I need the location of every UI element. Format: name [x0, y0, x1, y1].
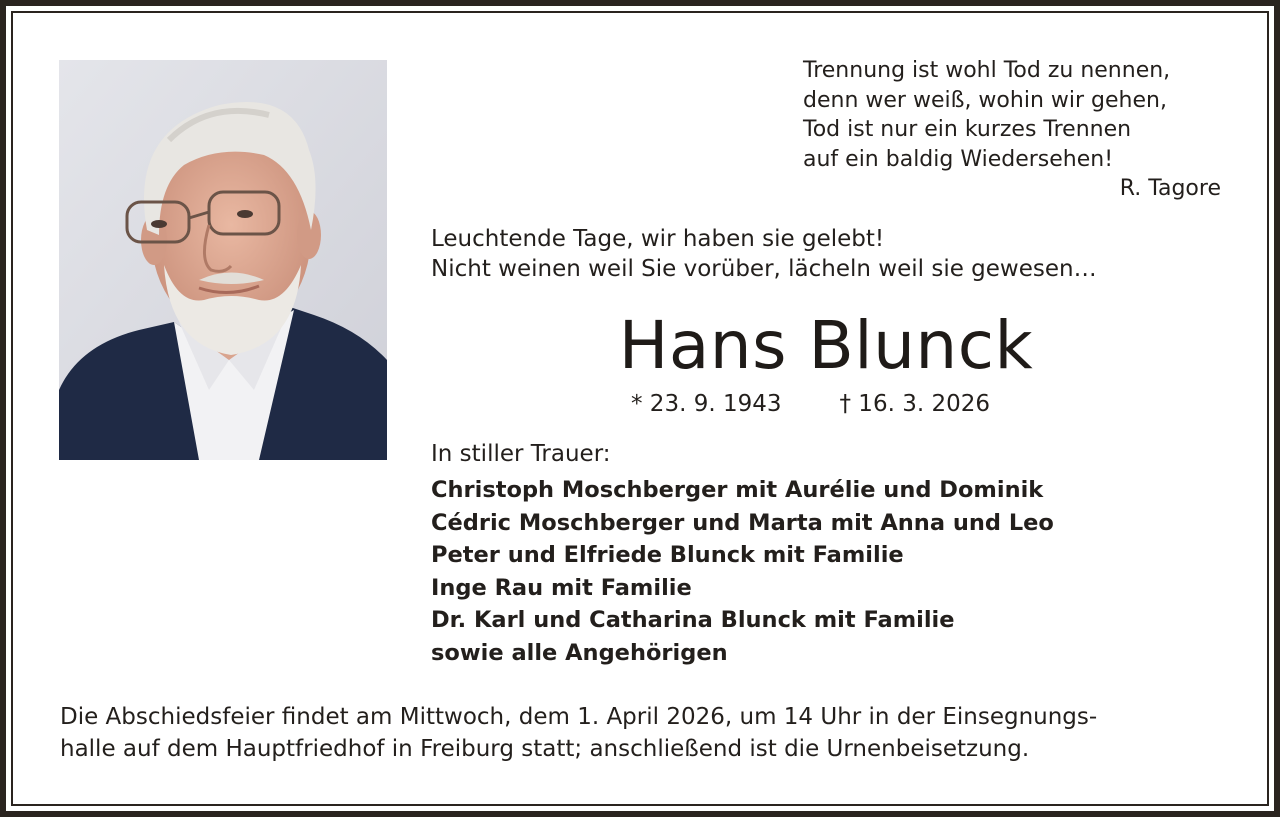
- ceremony-line: Die Abschiedsfeier findet am Mittwoch, dem 1. April 2026, um 14 Uhr in der Einsegnungs-: [60, 704, 1098, 730]
- motto-line: Nicht weinen weil Sie vorüber, lächeln weil sie gewesen…: [431, 256, 1097, 282]
- ceremony-notice: [60, 701, 1097, 765]
- mourner-line: sowie alle Angehörigen: [431, 639, 728, 666]
- mourning-label: In stiller Trauer:: [431, 441, 611, 467]
- mourner-line: Cédric Moschberger und Marta mit Anna und Leo: [431, 509, 1054, 536]
- ceremony-line: halle auf dem Hauptfriedhof in Freiburg statt; anschließend ist die Urnenbeisetzung.: [60, 736, 1030, 762]
- poem-line: auf ein baldig Wiedersehen!: [803, 146, 1114, 172]
- poem-line: denn wer weiß, wohin wir gehen,: [803, 87, 1167, 113]
- poem-line: Tod ist nur ein kurzes Trennen: [803, 117, 1132, 142]
- poem-author: R. Tagore: [1119, 176, 1221, 201]
- life-dates: [631, 388, 990, 420]
- mourner-line: Inge Rau mit Familie: [431, 574, 692, 601]
- deceased-name: Hans Blunck: [618, 307, 1034, 384]
- poem-quote: [803, 56, 1223, 204]
- portrait-photo: [59, 60, 387, 460]
- mourner-line: Peter und Elfriede Blunck mit Familie: [431, 542, 904, 568]
- birth-date: * 23. 9. 1943: [631, 391, 782, 417]
- motto: [431, 224, 1097, 284]
- death-date: † 16. 3. 2026: [839, 391, 990, 417]
- motto-line: Leuchtende Tage, wir haben sie gelebt!: [431, 226, 885, 252]
- mourner-line: Dr. Karl und Catharina Blunck mit Familie: [431, 607, 955, 633]
- poem-line: Trennung ist wohl Tod zu nennen,: [803, 58, 1171, 83]
- mourners-list: [431, 474, 1054, 669]
- mourner-line: Christoph Moschberger mit Aurélie und Dominik: [431, 477, 1044, 503]
